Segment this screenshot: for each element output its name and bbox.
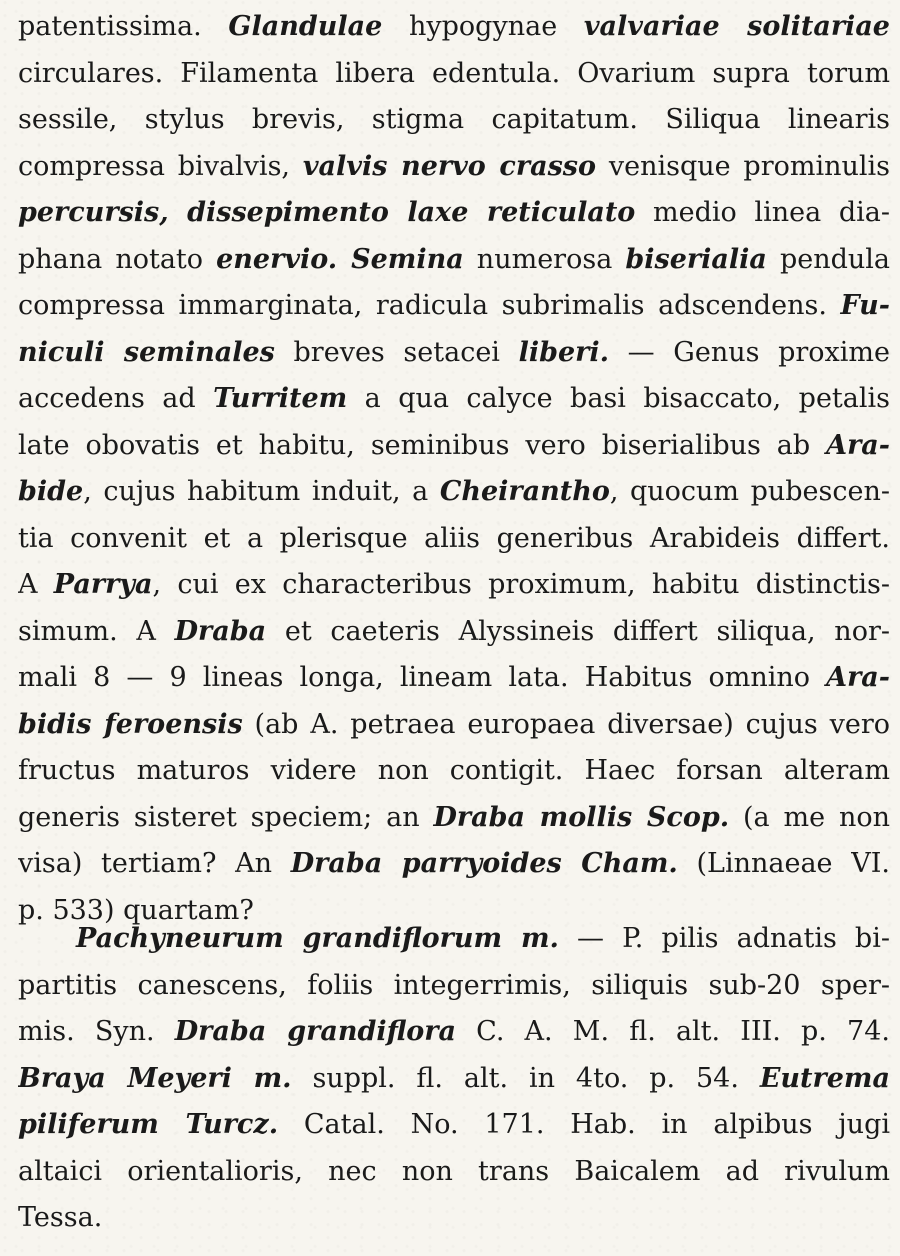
- italic-term: Braya Meyeri m.: [18, 1062, 292, 1094]
- text-run: compressa bivalvis,: [18, 150, 303, 182]
- text-run: p. 533) quartam?: [18, 894, 254, 926]
- text-run: visa) tertiam? An: [18, 848, 291, 879]
- text-run: accedens ad: [18, 383, 214, 414]
- text-run: simum. A: [18, 615, 175, 647]
- text-run: late obovatis et habitu, seminibus vero biserialibus ab: [18, 429, 827, 461]
- text-run: , cui ex characteribus proximum, habitu distinctis-: [152, 569, 890, 600]
- text-run: — Genus proxime: [609, 336, 890, 368]
- text-line: [18, 1195, 890, 1242]
- italic-term: Cheirantho: [439, 476, 610, 507]
- text-run: compressa immarginata, radicula subrimalis adscendens.: [18, 290, 841, 321]
- italic-term: bide: [18, 476, 84, 507]
- text-run: suppl. fl. alt. in 4to. p. 54.: [291, 1062, 760, 1094]
- text-line: [18, 376, 890, 423]
- italic-term: Turritem: [213, 383, 348, 414]
- text-line: [18, 469, 890, 516]
- text-line: [18, 423, 890, 470]
- text-run: (a me non: [729, 801, 890, 833]
- text-run: tia convenit et a plerisque aliis generibus Arabideis differt.: [18, 522, 890, 554]
- text-line: [18, 609, 890, 656]
- italic-term: Pachyneurum grandiflorum m.: [76, 923, 559, 954]
- text-line: [18, 1102, 890, 1149]
- text-line: [18, 795, 890, 842]
- text-run: fructus maturos videre non contigit. Haec forsan alteram: [18, 755, 890, 786]
- italic-term: Ara-: [826, 429, 890, 461]
- italic-term: Draba mollis Scop.: [433, 801, 730, 833]
- text-line: [18, 841, 890, 888]
- text-line: [18, 330, 890, 377]
- text-line: [18, 237, 890, 284]
- text-run: circulares. Filamenta libera edentula. Ovarium supra torum: [18, 57, 890, 89]
- text-run: a qua calyce basi bisaccato, petalis: [347, 383, 890, 414]
- italic-term: Draba grandiflora: [174, 1016, 456, 1047]
- text-line: [18, 144, 890, 191]
- italic-term: enervio. Semina: [216, 243, 464, 275]
- text-run: , quocum pubescen-: [609, 476, 890, 507]
- text-line: [18, 655, 890, 702]
- italic-term: percursis, dissepimento laxe reticulato: [18, 197, 636, 228]
- text-run: venisque prominulis: [596, 150, 890, 182]
- text-line: [18, 916, 890, 963]
- text-line: [18, 702, 890, 749]
- text-run: pendula: [766, 243, 890, 275]
- italic-term: biserialia: [625, 243, 767, 275]
- text-run: Catal. No. 171. Hab. in alpibus jugi: [278, 1109, 890, 1140]
- text-run: mis. Syn.: [18, 1016, 175, 1047]
- italic-term: Parrya: [53, 569, 153, 600]
- text-line: [18, 562, 890, 609]
- text-run: generis sisteret speciem; an: [18, 801, 434, 833]
- text-line: [18, 1009, 890, 1056]
- text-run: patentissima.: [18, 11, 229, 42]
- text-run: numerosa: [463, 243, 626, 275]
- text-run: (Linnaeae VI.: [677, 848, 890, 879]
- text-line: [18, 51, 890, 98]
- italic-term: niculi seminales: [18, 336, 275, 368]
- text-line: [18, 748, 890, 795]
- text-line: [18, 97, 890, 144]
- italic-term: valvis nervo crasso: [302, 150, 597, 182]
- text-line: [18, 963, 890, 1010]
- text-run: C. A. M. fl. alt. III. p. 74.: [455, 1016, 890, 1047]
- text-line: [18, 516, 890, 563]
- italic-term: Ara-: [826, 662, 890, 693]
- italic-term: liberi.: [518, 336, 610, 368]
- text-line: [18, 4, 890, 51]
- text-run: mali 8 — 9 lineas longa, lineam lata. Habitus omnino: [18, 662, 827, 693]
- text-run: partitis canescens, foliis integerrimis, siliquis sub-20 sper-: [18, 969, 890, 1001]
- text-run: et caeteris Alyssineis differt siliqua, nor-: [266, 615, 890, 647]
- paragraph-pachyneurum-grandiflorum: [18, 916, 890, 1242]
- text-line: [18, 1149, 890, 1196]
- italic-term: Draba parryoides Cham.: [290, 848, 678, 879]
- italic-term: piliferum Turcz.: [18, 1109, 279, 1140]
- italic-term: valvariae solitariae: [583, 11, 890, 42]
- text-run: medio linea dia-: [635, 197, 890, 228]
- text-line: [18, 190, 890, 237]
- italic-term: Glandulae: [228, 11, 383, 42]
- text-run: (ab A. petraea europaea diversae) cujus vero: [242, 708, 890, 740]
- paragraph-genus-description: [18, 4, 890, 934]
- italic-term: bidis feroensis: [18, 708, 243, 740]
- italic-term: Fu-: [840, 290, 890, 321]
- text-run: sessile, stylus brevis, stigma capitatum. Siliqua linearis: [18, 104, 890, 135]
- text-run: — P. pilis adnatis bi-: [558, 923, 890, 954]
- text-run: , cujus habitum induit, a: [83, 476, 440, 507]
- text-run: hypogynae: [382, 11, 584, 42]
- text-run: breves setacei: [274, 336, 519, 368]
- italic-term: Draba: [174, 615, 267, 647]
- text-run: phana notato: [18, 243, 217, 275]
- text-run: Tessa.: [18, 1202, 103, 1233]
- text-run: A: [18, 569, 54, 600]
- text-run: altaici orientalioris, nec non trans Baicalem ad rivulum: [18, 1155, 890, 1187]
- italic-term: Eutrema: [759, 1062, 890, 1094]
- text-line: [18, 1056, 890, 1103]
- text-line: [18, 283, 890, 330]
